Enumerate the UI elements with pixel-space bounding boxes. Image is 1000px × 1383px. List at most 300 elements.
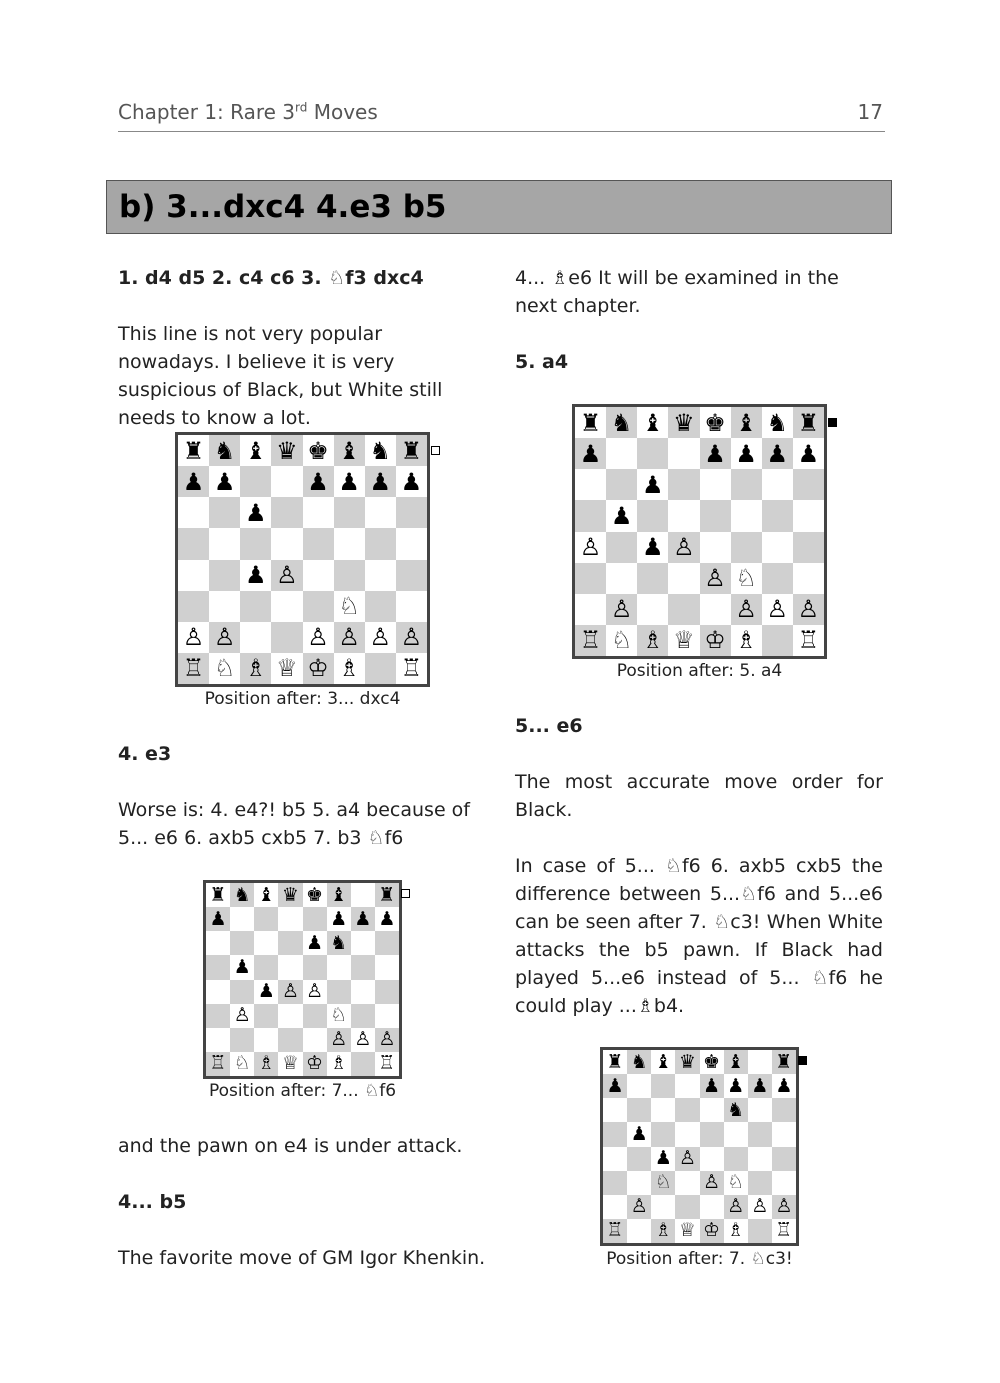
white-pawn-icon: ♙ <box>330 1028 348 1051</box>
board-square <box>209 435 240 466</box>
white-rook-icon: ♖ <box>606 1219 624 1242</box>
board-square <box>724 1195 748 1219</box>
board-square <box>772 1098 796 1122</box>
diagram-caption: Position after: 7... ♘f6 <box>208 1081 397 1101</box>
board-square <box>700 407 731 438</box>
board-square <box>637 625 668 656</box>
board-square <box>278 1052 302 1076</box>
board-square <box>637 469 668 500</box>
board-square <box>675 1219 699 1243</box>
paragraph: and the pawn on e4 is under attack. <box>118 1135 463 1157</box>
board-square <box>327 980 351 1004</box>
board-square <box>675 1147 699 1171</box>
white-pawn-icon: ♙ <box>797 595 820 624</box>
board-square <box>375 1028 399 1052</box>
board-square <box>637 594 668 625</box>
paragraph: In case of 5... ♘f6 6. axb5 cxb5 the difference between 5...♘f6 and 5...e6 can be seen after 7. ♘c3! When White attacks the b5 pawn. If Black had played 5...e6 instead of 5... ♘f6 he could play ...♗b4. <box>515 855 883 1017</box>
board-square <box>303 497 334 528</box>
board-square <box>606 469 637 500</box>
board-square <box>793 532 824 563</box>
board-square <box>303 907 327 931</box>
board-square <box>724 1219 748 1243</box>
board-square <box>178 466 209 497</box>
board-square <box>651 1074 675 1098</box>
black-knight-icon: ♞ <box>610 408 633 437</box>
board-square <box>651 1147 675 1171</box>
black-knight-icon: ♞ <box>727 1098 745 1121</box>
black-rook-icon: ♜ <box>797 408 820 437</box>
white-knight-icon: ♘ <box>654 1171 672 1194</box>
board-square <box>396 591 427 622</box>
board-square <box>731 438 762 469</box>
board-square <box>603 1171 627 1195</box>
board-square <box>724 1098 748 1122</box>
black-pawn-icon: ♟ <box>182 467 205 496</box>
board-square <box>254 931 278 955</box>
board-square <box>334 560 365 591</box>
black-pawn-icon: ♟ <box>209 907 227 930</box>
board-square <box>724 1074 748 1098</box>
board-square <box>700 1122 724 1146</box>
board-square <box>603 1219 627 1243</box>
board-square <box>240 653 271 684</box>
black-rook-icon: ♜ <box>775 1050 793 1073</box>
board-square <box>396 622 427 653</box>
board-square <box>230 1004 254 1028</box>
paragraph: This line is not very popular nowadays. I believe it is very suspicious of Black, but White still needs to know a lot. <box>118 323 443 429</box>
board-square <box>793 407 824 438</box>
black-knight-icon: ♞ <box>369 436 392 465</box>
board-square <box>762 594 793 625</box>
black-rook-icon: ♜ <box>209 883 227 906</box>
board-square <box>627 1122 651 1146</box>
section-heading-bar <box>106 180 892 234</box>
black-pawn-icon: ♟ <box>257 980 275 1003</box>
board-square <box>700 625 731 656</box>
board-square <box>327 955 351 979</box>
black-bishop-icon: ♝ <box>330 883 348 906</box>
black-to-move-marker <box>828 418 837 427</box>
board-square <box>637 438 668 469</box>
board-square <box>700 1074 724 1098</box>
black-pawn-icon: ♟ <box>306 931 324 954</box>
board-square <box>606 407 637 438</box>
board-square <box>209 591 240 622</box>
black-rook-icon: ♜ <box>182 436 205 465</box>
board-square <box>375 907 399 931</box>
board-square <box>772 1122 796 1146</box>
board-square <box>762 500 793 531</box>
board-square <box>375 955 399 979</box>
board-square <box>627 1147 651 1171</box>
board-square <box>627 1219 651 1243</box>
board-square <box>178 591 209 622</box>
board-square <box>278 955 302 979</box>
board-square <box>375 980 399 1004</box>
white-knight-icon: ♘ <box>330 1004 348 1027</box>
white-pawn-icon: ♙ <box>673 533 695 562</box>
white-pawn-icon: ♙ <box>766 595 789 624</box>
board-square <box>206 1028 230 1052</box>
board-square <box>575 594 606 625</box>
black-bishop-icon: ♝ <box>727 1050 745 1073</box>
board-square <box>230 955 254 979</box>
white-bishop-icon: ♗ <box>245 654 267 683</box>
board-square <box>230 931 254 955</box>
white-to-move-marker <box>401 889 410 898</box>
board-square <box>772 1074 796 1098</box>
board-square <box>748 1074 772 1098</box>
board-square <box>651 1219 675 1243</box>
board-square <box>575 532 606 563</box>
board-square <box>365 435 396 466</box>
white-pawn-icon: ♙ <box>354 1028 372 1051</box>
board-square <box>209 528 240 559</box>
board-square <box>668 594 699 625</box>
black-pawn-icon: ♟ <box>338 467 360 496</box>
board-square <box>700 469 731 500</box>
board-square <box>748 1122 772 1146</box>
page-number: 17 <box>857 100 883 124</box>
board-square <box>668 438 699 469</box>
board-square <box>206 883 230 907</box>
board-square <box>724 1050 748 1074</box>
white-queen-icon: ♕ <box>281 1052 299 1075</box>
board-square <box>303 980 327 1004</box>
white-king-icon: ♔ <box>306 1052 324 1075</box>
board-square <box>731 500 762 531</box>
board-square <box>606 563 637 594</box>
board-square <box>772 1195 796 1219</box>
board-square <box>303 435 334 466</box>
board-square <box>700 563 731 594</box>
board-square <box>793 438 824 469</box>
board-square <box>303 560 334 591</box>
board-square <box>271 466 302 497</box>
board-square <box>575 469 606 500</box>
black-king-icon: ♚ <box>703 1050 721 1073</box>
board-square <box>700 594 731 625</box>
board-square <box>748 1098 772 1122</box>
board-square <box>278 907 302 931</box>
board-square <box>206 907 230 931</box>
move-line: 4. e3 <box>118 743 172 765</box>
board-square <box>375 931 399 955</box>
white-pawn-icon: ♙ <box>213 623 236 652</box>
black-pawn-icon: ♟ <box>369 467 392 496</box>
white-pawn-icon: ♙ <box>281 980 299 1003</box>
board-square <box>651 1195 675 1219</box>
board-square <box>700 1219 724 1243</box>
white-bishop-icon: ♗ <box>330 1052 348 1075</box>
chess-diagram <box>203 880 402 1079</box>
black-king-icon: ♚ <box>306 883 324 906</box>
board-square <box>327 1028 351 1052</box>
board-square <box>278 1004 302 1028</box>
diagram-caption: Position after: 3... dxc4 <box>204 689 401 709</box>
board-square <box>240 622 271 653</box>
white-pawn-icon: ♙ <box>276 561 298 590</box>
black-pawn-icon: ♟ <box>642 470 664 499</box>
black-pawn-icon: ♟ <box>751 1074 769 1097</box>
black-pawn-icon: ♟ <box>735 439 757 468</box>
move-line: 5. a4 <box>515 351 569 373</box>
board-square <box>334 622 365 653</box>
board-square <box>793 563 824 594</box>
black-bishop-icon: ♝ <box>654 1050 672 1073</box>
board-square <box>254 1052 278 1076</box>
black-pawn-icon: ♟ <box>797 439 820 468</box>
white-queen-icon: ♕ <box>678 1219 696 1242</box>
board-square <box>375 1004 399 1028</box>
board-square <box>278 1028 302 1052</box>
black-king-icon: ♚ <box>704 408 726 437</box>
board-square <box>303 653 334 684</box>
board-square <box>575 563 606 594</box>
board-square <box>240 528 271 559</box>
white-pawn-icon: ♙ <box>678 1147 696 1170</box>
board-square <box>240 466 271 497</box>
paragraph: Worse is: 4. e4?! b5 5. a4 because of 5... e6 6. axb5 cxb5 7. b3 ♘f6 <box>118 799 470 849</box>
board-square <box>668 532 699 563</box>
board-square <box>731 469 762 500</box>
board-square <box>271 528 302 559</box>
board-square <box>748 1219 772 1243</box>
paragraph: The most accurate move order for Black. <box>515 771 883 821</box>
board-square <box>303 1004 327 1028</box>
board-square <box>606 625 637 656</box>
board-square <box>271 622 302 653</box>
board-square <box>209 622 240 653</box>
board-square <box>303 528 334 559</box>
board-square <box>748 1050 772 1074</box>
board-square <box>375 1052 399 1076</box>
board-square <box>627 1098 651 1122</box>
black-pawn-icon: ♟ <box>610 501 633 530</box>
board-square <box>178 560 209 591</box>
board-square <box>240 591 271 622</box>
white-rook-icon: ♖ <box>378 1052 396 1075</box>
black-pawn-icon: ♟ <box>703 1074 721 1097</box>
white-pawn-icon: ♙ <box>704 564 726 593</box>
board-square <box>334 653 365 684</box>
black-rook-icon: ♜ <box>606 1050 624 1073</box>
board-square <box>351 907 375 931</box>
black-bishop-icon: ♝ <box>735 408 757 437</box>
white-rook-icon: ♖ <box>209 1052 227 1075</box>
board-square <box>206 955 230 979</box>
board-square <box>334 591 365 622</box>
black-pawn-icon: ♟ <box>775 1074 793 1097</box>
board-square <box>303 466 334 497</box>
board-square <box>240 560 271 591</box>
board-square <box>603 1074 627 1098</box>
board-square <box>675 1050 699 1074</box>
white-pawn-icon: ♙ <box>369 623 392 652</box>
white-pawn-icon: ♙ <box>775 1195 793 1218</box>
black-rook-icon: ♜ <box>400 436 423 465</box>
board-square <box>668 563 699 594</box>
white-rook-icon: ♖ <box>797 626 820 655</box>
board-square <box>627 1171 651 1195</box>
black-queen-icon: ♛ <box>276 436 298 465</box>
board-square <box>351 931 375 955</box>
board-square <box>334 497 365 528</box>
white-bishop-icon: ♗ <box>338 654 360 683</box>
white-knight-icon: ♘ <box>727 1171 745 1194</box>
board-square <box>651 1098 675 1122</box>
black-bishop-icon: ♝ <box>257 883 275 906</box>
board-square <box>271 591 302 622</box>
board-square <box>724 1147 748 1171</box>
board-square <box>254 980 278 1004</box>
board-square <box>365 528 396 559</box>
board-square <box>762 563 793 594</box>
board-square <box>278 980 302 1004</box>
move-line: 1. d4 d5 2. c4 c6 3. ♘f3 dxc4 <box>118 267 424 289</box>
board-square <box>603 1050 627 1074</box>
board-square <box>731 407 762 438</box>
white-queen-icon: ♕ <box>673 626 695 655</box>
board-square <box>700 1147 724 1171</box>
board-square <box>724 1122 748 1146</box>
board-square <box>793 469 824 500</box>
board-square <box>700 532 731 563</box>
board-square <box>731 625 762 656</box>
black-pawn-icon: ♟ <box>654 1147 672 1170</box>
board-square <box>303 591 334 622</box>
board-square <box>700 1050 724 1074</box>
board-square <box>351 883 375 907</box>
board-square <box>731 532 762 563</box>
board-square <box>254 955 278 979</box>
board-square <box>724 1171 748 1195</box>
black-knight-icon: ♞ <box>630 1050 648 1073</box>
white-pawn-icon: ♙ <box>378 1028 396 1051</box>
board-square <box>627 1195 651 1219</box>
board-square <box>396 653 427 684</box>
board-square <box>606 438 637 469</box>
white-pawn-icon: ♙ <box>751 1195 769 1218</box>
board-square <box>351 1052 375 1076</box>
board-square <box>762 532 793 563</box>
black-pawn-icon: ♟ <box>245 561 267 590</box>
white-pawn-icon: ♙ <box>182 623 205 652</box>
move-line: 5... e6 <box>515 715 583 737</box>
board-square <box>365 622 396 653</box>
board-square <box>603 1147 627 1171</box>
board-square <box>303 1028 327 1052</box>
black-pawn-icon: ♟ <box>354 907 372 930</box>
board-square <box>700 438 731 469</box>
black-to-move-marker <box>798 1056 807 1065</box>
white-pawn-icon: ♙ <box>630 1195 648 1218</box>
board-square <box>700 1098 724 1122</box>
board-square <box>700 1171 724 1195</box>
board-square <box>637 407 668 438</box>
chess-diagram <box>600 1047 799 1246</box>
white-bishop-icon: ♗ <box>735 626 757 655</box>
white-pawn-icon: ♙ <box>727 1195 745 1218</box>
white-rook-icon: ♖ <box>775 1219 793 1242</box>
white-pawn-icon: ♙ <box>233 1004 251 1027</box>
board-square <box>762 625 793 656</box>
board-square <box>303 1052 327 1076</box>
board-square <box>365 560 396 591</box>
board-square <box>772 1171 796 1195</box>
board-square <box>668 407 699 438</box>
board-square <box>254 1028 278 1052</box>
black-knight-icon: ♞ <box>213 436 236 465</box>
board-square <box>278 931 302 955</box>
board-square <box>351 1004 375 1028</box>
board-square <box>668 469 699 500</box>
board-square <box>668 625 699 656</box>
board-square <box>334 466 365 497</box>
board-square <box>209 497 240 528</box>
board-square <box>206 1052 230 1076</box>
black-bishop-icon: ♝ <box>642 408 664 437</box>
black-knight-icon: ♞ <box>766 408 789 437</box>
white-rook-icon: ♖ <box>400 654 423 683</box>
board-square <box>637 532 668 563</box>
board-square <box>748 1171 772 1195</box>
board-square <box>178 435 209 466</box>
board-square <box>731 563 762 594</box>
black-pawn-icon: ♟ <box>642 533 664 562</box>
board-square <box>675 1195 699 1219</box>
chess-diagram <box>175 432 430 687</box>
board-square <box>209 466 240 497</box>
board-square <box>178 622 209 653</box>
board-square <box>303 931 327 955</box>
black-queen-icon: ♛ <box>678 1050 696 1073</box>
white-queen-icon: ♕ <box>276 654 298 683</box>
chess-diagram <box>572 404 827 659</box>
board-square <box>675 1074 699 1098</box>
board-square <box>365 497 396 528</box>
board-square <box>303 883 327 907</box>
board-square <box>675 1171 699 1195</box>
white-knight-icon: ♘ <box>610 626 633 655</box>
white-bishop-icon: ♗ <box>642 626 664 655</box>
board-square <box>240 435 271 466</box>
black-pawn-icon: ♟ <box>400 467 423 496</box>
board-square <box>271 653 302 684</box>
board-square <box>327 907 351 931</box>
board-square <box>396 466 427 497</box>
board-square <box>396 497 427 528</box>
white-king-icon: ♔ <box>307 654 329 683</box>
board-square <box>793 594 824 625</box>
board-square <box>230 1052 254 1076</box>
black-pawn-icon: ♟ <box>245 498 267 527</box>
diagram-caption: Position after: 7. ♘c3! <box>606 1249 793 1269</box>
black-pawn-icon: ♟ <box>330 907 348 930</box>
board-square <box>627 1050 651 1074</box>
move-line: 4... b5 <box>118 1191 187 1213</box>
board-square <box>230 1028 254 1052</box>
board-square <box>206 980 230 1004</box>
black-rook-icon: ♜ <box>378 883 396 906</box>
white-to-move-marker <box>431 446 440 455</box>
white-knight-icon: ♘ <box>338 592 360 621</box>
board-square <box>254 883 278 907</box>
board-square <box>230 883 254 907</box>
board-square <box>209 653 240 684</box>
board-square <box>178 528 209 559</box>
paragraph: 4... ♗e6 It will be examined in the next chapter. <box>515 267 839 317</box>
